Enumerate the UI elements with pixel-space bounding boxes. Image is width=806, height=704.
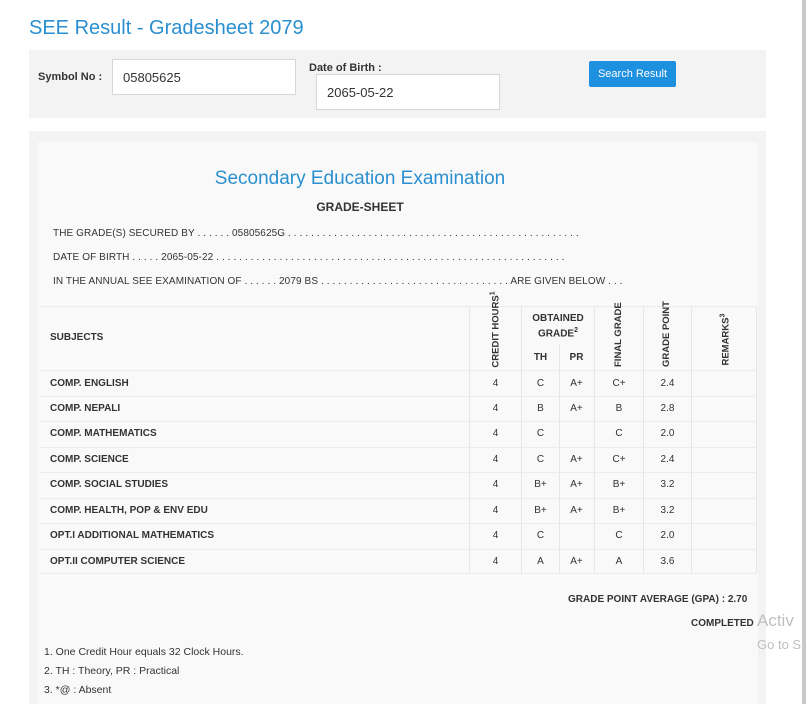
cell-subject: COMP. SCIENCE [50,454,129,465]
activation-watermark: Activ [757,611,794,630]
cell-th: C [536,428,545,439]
cell-th: C [536,530,545,541]
cell-final: B+ [612,479,626,490]
dob-line: DATE OF BIRTH . . . . . 2065-05-22 . . . . . . . . . . . . . . . . . . . . . . . . . . . . . . . . . . . . . . . . . . . . . . . . . . . . . . . . . . . . . [53,252,565,263]
gpa-summary: GRADE POINT AVERAGE (GPA) : 2.70 [568,594,748,605]
cell-subject: OPT.I ADDITIONAL MATHEMATICS [50,530,215,541]
cell-gp: 3.2 [660,505,675,516]
cell-final: B [615,403,623,414]
note-th-pr: 2. TH : Theory, PR : Practical [44,665,180,677]
cell-gp: 2.8 [660,403,675,414]
cell-gp: 2.0 [660,428,675,439]
cell-pr: A+ [570,378,583,389]
symbol-input[interactable] [112,59,296,95]
th-header: TH [533,352,548,363]
exam-year-line: IN THE ANNUAL SEE EXAMINATION OF . . . . . . 2079 BS . . . . . . . . . . . . . . . . . . . . . . . . . . . . . . . . . ARE GIVEN BELOW . . . [53,276,623,287]
grade-point-header: GRADE POINT [661,301,672,367]
dob-input[interactable] [316,74,500,110]
cell-th: C [536,378,545,389]
cell-subject: COMP. ENGLISH [50,378,129,389]
dob-label: Date of Birth : [309,62,382,74]
cell-pr: A+ [570,454,583,465]
cell-gp: 2.0 [660,530,675,541]
table-header [40,291,756,371]
exam-title: Secondary Education Examination [214,168,506,189]
cell-credit: 4 [492,378,499,389]
cell-final: C+ [612,378,626,389]
obtained-grade-header: OBTAINED GRADE$^2$ [532,313,584,340]
note-credit-hour: 1. One Credit Hour equals 32 Clock Hours. [44,646,244,658]
cell-pr: A+ [570,505,583,516]
remarks-header: REMARKS$^3$ [719,313,732,366]
gradesheet [38,142,758,704]
cell-subject: COMP. NEPALI [50,403,121,414]
cell-final: C [615,530,623,541]
cell-credit: 4 [492,530,499,541]
cell-pr: A+ [570,556,583,567]
cell-gp: 2.4 [660,454,675,465]
subjects-header: SUBJECTS [50,332,104,343]
credit-hours-header: CREDIT HOURS$^1$ [489,291,502,368]
gradesheet-heading: GRADE-SHEET [316,200,404,214]
final-grade-header: FINAL GRADE [613,302,624,367]
cell-credit: 4 [492,454,499,465]
cell-subject: OPT.II COMPUTER SCIENCE [50,556,186,567]
cell-th: B [537,403,544,414]
cell-final: A [615,556,623,567]
cell-credit: 4 [492,403,499,414]
cell-subject: COMP. HEALTH, POP & ENV EDU [50,505,208,516]
activation-watermark-sub: Go to S [757,637,802,652]
search-result-button[interactable]: Search Result [589,61,676,87]
note-absent: 3. *@ : Absent [44,684,112,696]
cell-th: C [536,454,545,465]
grade-secured-line: THE GRADE(S) SECURED BY . . . . . . 05805625G . . . . . . . . . . . . . . . . . . . . . . . . . . . . . . . . . . . . . . . . . . . . . . . . . . . [53,228,579,239]
cell-th: A [537,556,544,567]
cell-final: C [615,428,623,439]
cell-credit: 4 [492,479,499,490]
cell-th: B+ [534,505,547,516]
cell-final: C+ [612,454,626,465]
cell-th: B+ [534,479,547,490]
page-title: SEE Result - Gradesheet 2079 [29,17,304,39]
cell-gp: 3.2 [660,479,675,490]
cell-credit: 4 [492,556,499,567]
pr-header: PR [569,352,584,363]
cell-credit: 4 [492,428,499,439]
cell-credit: 4 [492,505,499,516]
cell-gp: 3.6 [660,556,675,567]
cell-final: B+ [612,505,626,516]
cell-gp: 2.4 [660,378,675,389]
cell-subject: COMP. SOCIAL STUDIES [50,479,168,490]
cell-pr: A+ [570,479,583,490]
completion-status: COMPLETED [691,618,754,629]
window-scrollbar[interactable] [802,0,806,704]
cell-subject: COMP. MATHEMATICS [50,428,157,439]
symbol-label: Symbol No : [38,71,103,83]
cell-pr: A+ [570,403,583,414]
